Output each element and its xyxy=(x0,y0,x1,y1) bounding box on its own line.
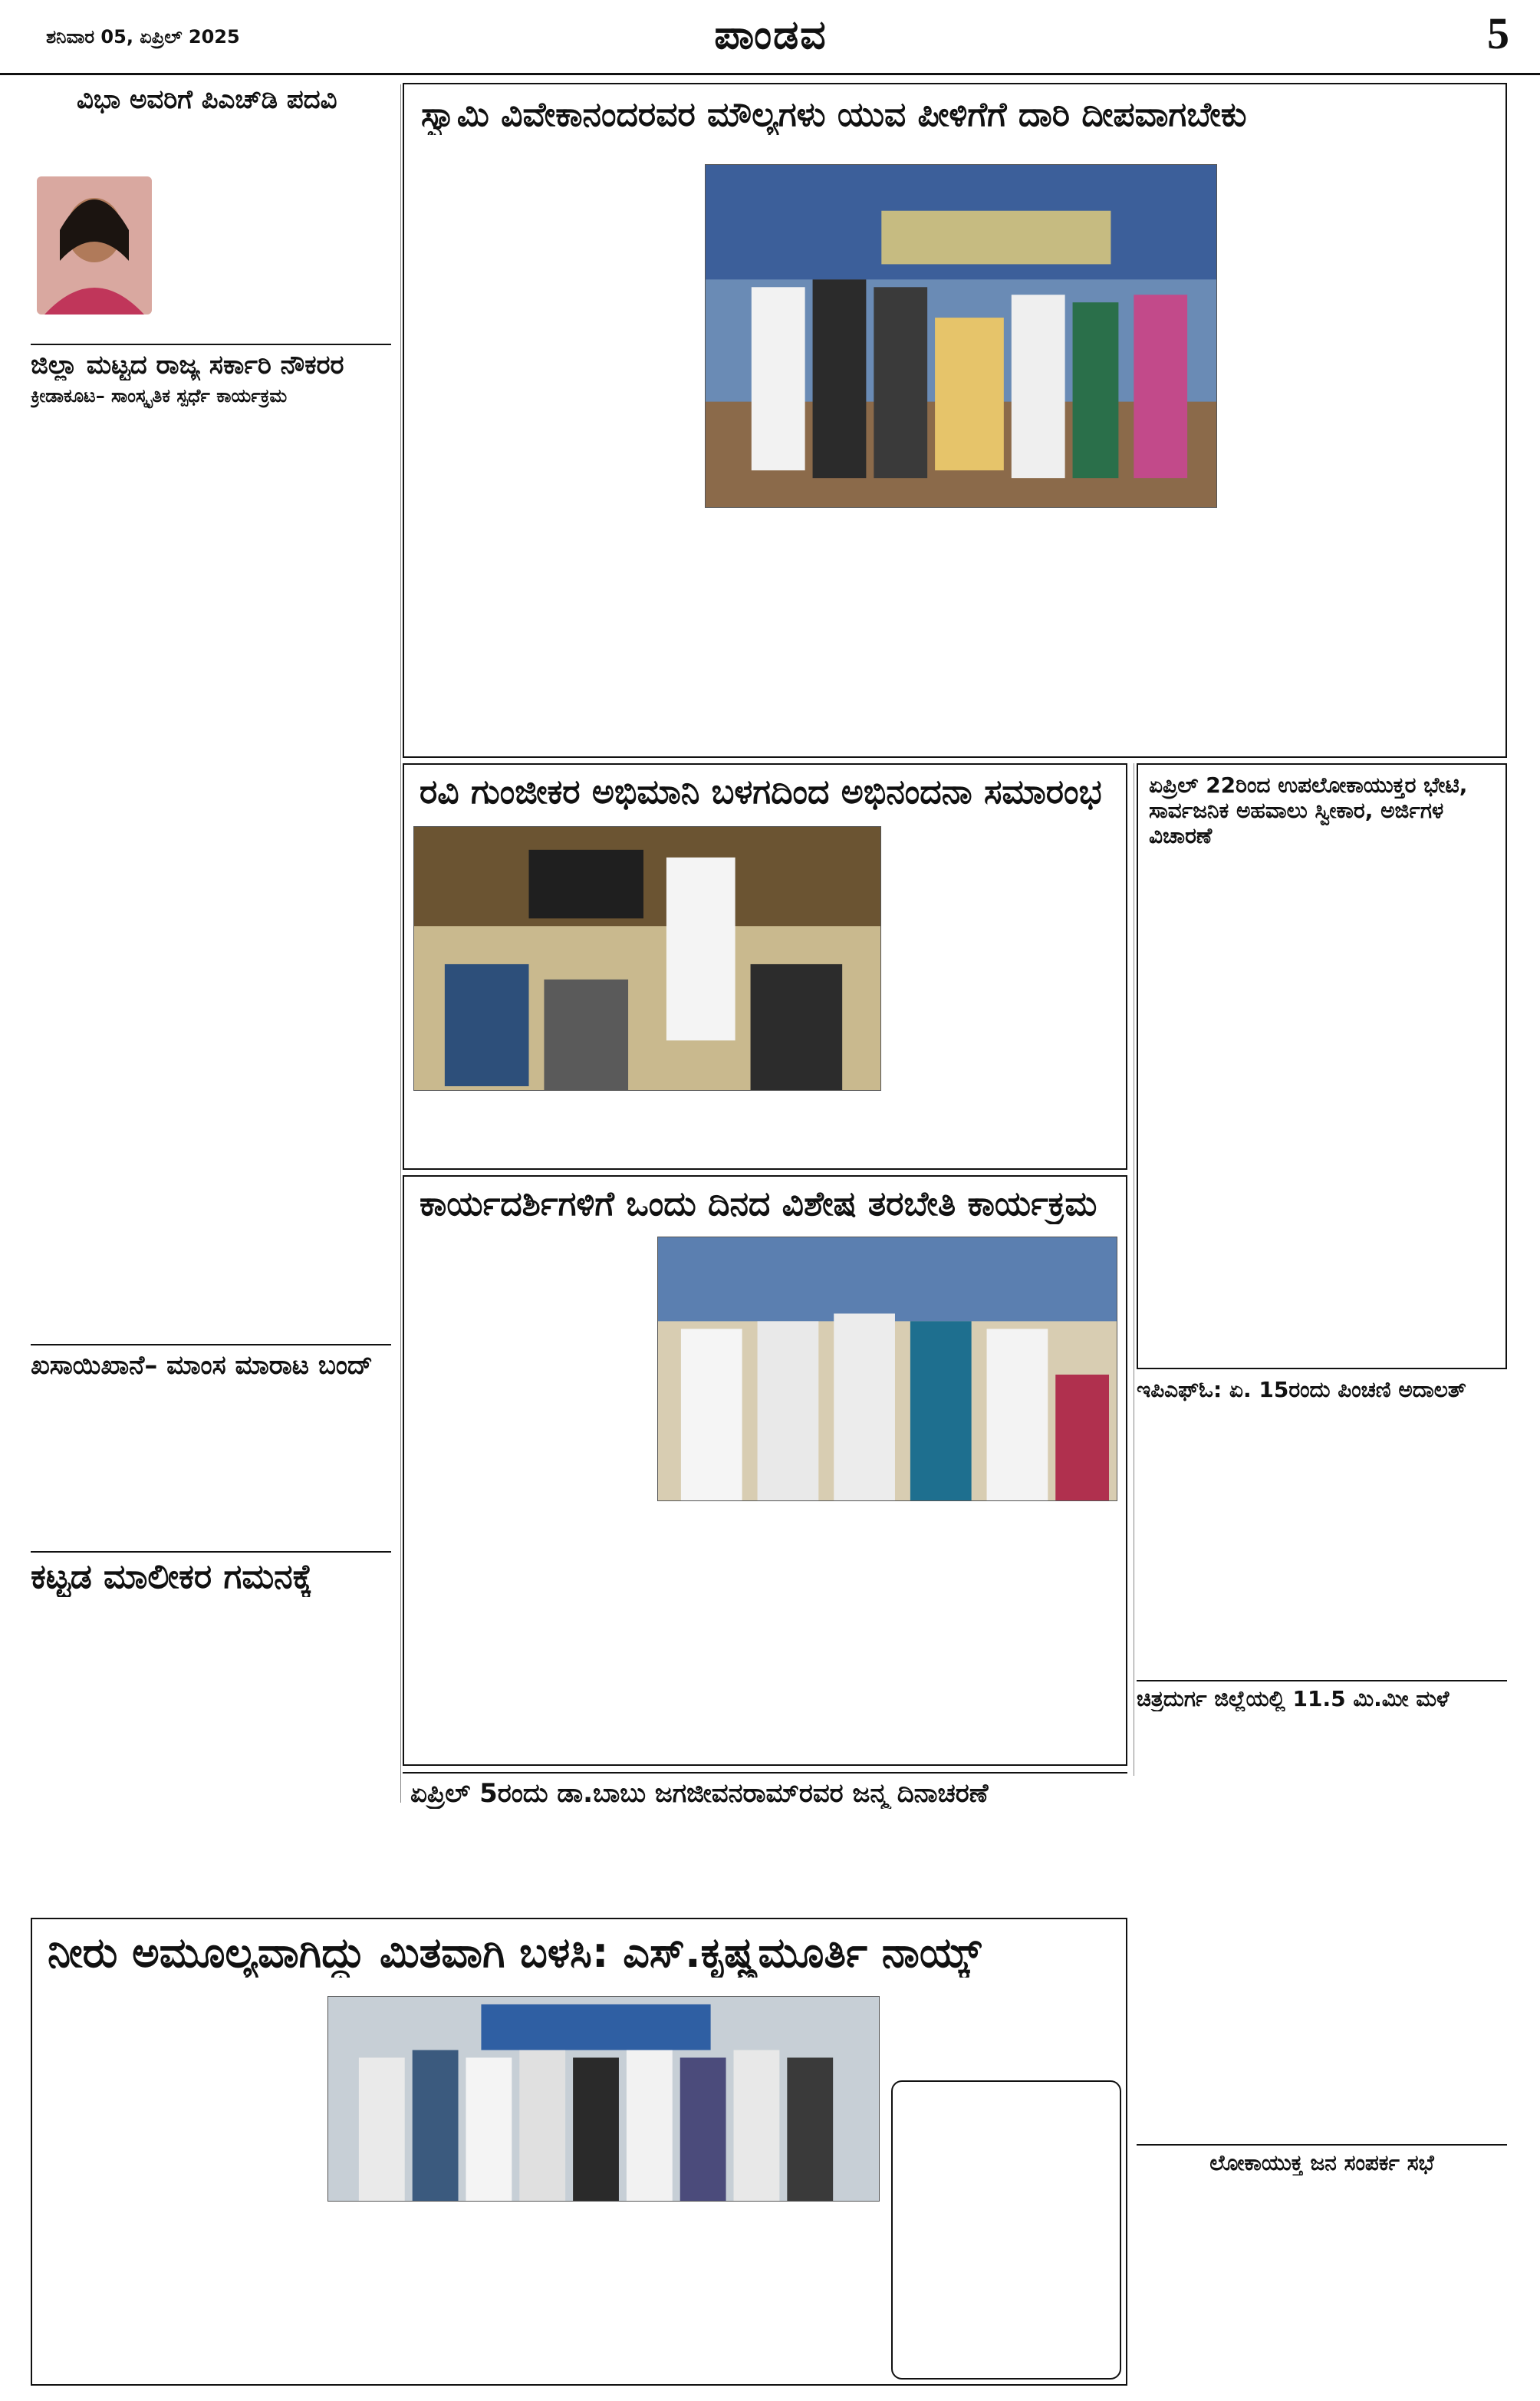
column-divider xyxy=(400,84,401,1803)
headline: ಖಸಾಯಿಖಾನೆ– ಮಾಂಸ ಮಾರಾಟ ಬಂದ್ xyxy=(31,1350,373,1381)
section-divider xyxy=(31,1551,391,1553)
section-divider xyxy=(403,1772,1127,1774)
article-body xyxy=(31,1605,391,1889)
masthead xyxy=(0,0,1540,75)
event-photo xyxy=(705,164,1217,508)
article-lokayukta-meet xyxy=(1137,2150,1507,2380)
article-rainfall xyxy=(1137,1686,1507,2139)
water-event-photo xyxy=(327,1996,880,2202)
article-body xyxy=(1137,1410,1507,1671)
quote-box xyxy=(891,2080,1121,2380)
section-divider xyxy=(31,344,391,345)
article-body xyxy=(413,1096,1119,1165)
issue-date: ಶನಿವಾರ 05, ಏಪ್ರಿಲ್ 2025 xyxy=(46,26,240,48)
article-secretaries xyxy=(403,1175,1127,1766)
article-building-owners xyxy=(31,1557,391,1895)
headline: ಇಪಿಎಫ್ಓ: ಏ. 15ರಂದು ಪಿಂಚಣಿ ಅದಾಲತ್ xyxy=(1137,1377,1466,1402)
headline: ವಿಭಾ ಅವರಿಗೆ ಪಿಎಚ್‌ಡಿ ಪದವಿ xyxy=(77,84,337,115)
water-event-photo-image xyxy=(328,1997,879,2201)
article-meat-ban xyxy=(31,1350,391,1546)
felicitation-photo xyxy=(413,826,881,1091)
section-divider xyxy=(31,1344,391,1345)
article-body-left xyxy=(413,164,697,755)
article-body xyxy=(403,1816,1127,1901)
page-number: 5 xyxy=(1487,8,1509,58)
article-water xyxy=(31,1918,1127,2386)
headline: ಜಿಲ್ಲಾ ಮಟ್ಟದ ರಾಜ್ಯ ಸರ್ಕಾರಿ ನೌಕರರ xyxy=(31,350,344,380)
article-body xyxy=(41,1996,318,2380)
subheadline: ಕ್ರೀಡಾಕೂಟ– ಸಾಂಸ್ಕೃತಿಕ ಸ್ಪರ್ಧೆ ಕಾರ್ಯಕ್ರಮ xyxy=(31,385,288,407)
article-babu-jagjivan xyxy=(403,1772,1127,1910)
felicitation-photo-image xyxy=(414,827,880,1090)
article-body xyxy=(1138,856,1505,1369)
article-body xyxy=(31,414,391,1319)
portrait-image xyxy=(37,176,152,315)
newspaper-logo: ಪಾಂಡವ xyxy=(714,12,828,58)
article-body xyxy=(31,1388,391,1538)
section-divider xyxy=(1137,2144,1507,2146)
section-divider xyxy=(1137,1680,1507,1681)
author-portrait xyxy=(37,176,152,315)
article-sports-meet xyxy=(31,350,391,1339)
training-photo xyxy=(657,1237,1117,1501)
article-pension-adalat xyxy=(1137,1377,1507,1676)
headline: ನೀರು ಅಮೂಲ್ಯವಾಗಿದ್ದು ಮಿತವಾಗಿ ಬಳಸಿ: ಎಸ್.ಕೃಷ್ಣಮೂರ್ತಿ ನಾಯ್ಕ್ xyxy=(48,1928,982,1977)
headline: ಕಾರ್ಯದರ್ಶಿಗಳಿಗೆ ಒಂದು ದಿನದ ವಿಶೇಷ ತರಬೇತಿ ಕಾರ್ಯಕ್ರಮ xyxy=(420,1184,1097,1224)
training-photo-image xyxy=(658,1237,1117,1500)
article-body xyxy=(1137,2183,1507,2375)
article-body xyxy=(161,124,391,339)
event-photo-image xyxy=(706,165,1216,507)
headline: ಏಪ್ರಿಲ್ 5ರಂದು ಡಾ.ಬಾಬು ಜಗಜೀವನರಾಮ್‌ರವರ ಜನ್ಮ ದಿನಾಚರಣೆ xyxy=(410,1778,989,1809)
article-ravi xyxy=(403,763,1127,1170)
article-body-right xyxy=(1223,164,1499,755)
article-body xyxy=(1137,1719,1507,2133)
article-phd xyxy=(31,84,391,341)
article-vivekananda xyxy=(403,83,1507,758)
headline: ಲೋಕಾಯುಕ್ತ ಜನ ಸಂಪರ್ಕ ಸಭೆ xyxy=(1209,2150,1434,2175)
headline: ಸ್ವಾಮಿ ವಿವೇಕಾನಂದರವರ ಮೌಲ್ಯಗಳು ಯುವ ಪೀಳಿಗೆಗೆ ದಾರಿ ದೀಪವಾಗಬೇಕು xyxy=(421,95,1247,134)
headline: ಚಿತ್ರದುರ್ಗ ಜಿಲ್ಲೆಯಲ್ಲಿ 11.5 ಮಿ.ಮೀ ಮಳೆ xyxy=(1137,1686,1450,1711)
article-body-bottom xyxy=(705,512,1217,755)
headline: ಕಟ್ಟಡ ಮಾಲೀಕರ ಗಮನಕ್ಕೆ xyxy=(31,1557,313,1596)
headline: ರವಿ ಗುಂಜೀಕರ ಅಭಿಮಾನಿ ಬಳಗದಿಂದ ಅಭಿನಂದನಾ ಸಮಾರಂಭ xyxy=(420,772,1102,812)
article-lokayukta-visit xyxy=(1137,763,1507,1369)
headline: ಏಪ್ರಿಲ್ 22ರಿಂದ ಉಪಲೋಕಾಯುಕ್ತರ ಭೇಟಿ, ಸಾರ್ವಜನಿಕ ಅಹವಾಲು ಸ್ವೀಕಾರ, ಅರ್ಜಿಗಳ ವಿಚಾರಣೆ xyxy=(1149,772,1468,849)
article-body xyxy=(413,1237,647,1758)
